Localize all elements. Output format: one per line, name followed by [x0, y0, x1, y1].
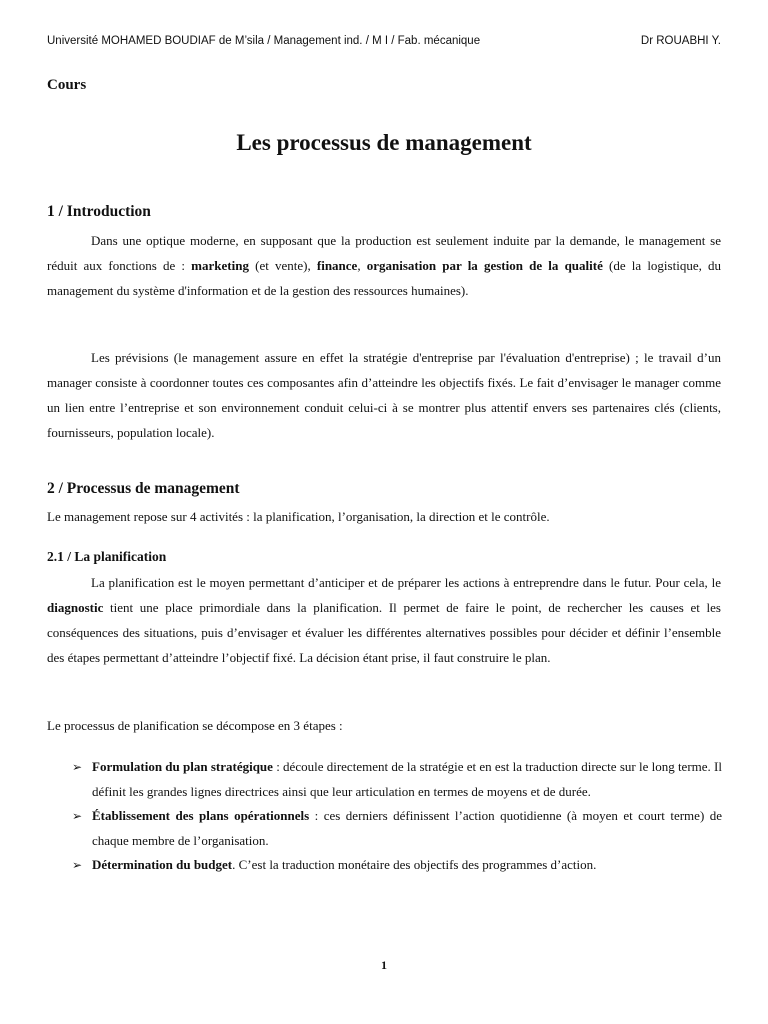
- text-run: (de la logistique, du management du système d'information et de la gestion des ressources humaines).: [47, 258, 722, 298]
- page-header: [47, 35, 721, 47]
- section-1-heading: 1 / Introduction: [47, 203, 151, 220]
- header-left-text: Université MOHAMED BOUDIAF de M’sila / Management ind. / M I / Fab. mécanique: [47, 35, 481, 47]
- bold-term: diagnostic: [47, 600, 104, 615]
- text-run: ,: [357, 258, 367, 273]
- text-run: tient une place primordiale dans la planification. Il permet de faire le point, de rechercher les causes et les conséquences des situations, puis d’envisager et évaluer les différentes alternatives possibles pour décider et définir l’ensemble des étapes permettant d’atteindre l’objectif fixé. La décision étant prise, il faut construire le plan.: [47, 600, 721, 665]
- list-item: [72, 804, 722, 853]
- steps-intro: Le processus de planification se décompose en 3 étapes :: [47, 718, 343, 733]
- header-author: Dr ROUABHI Y.: [640, 35, 721, 47]
- arrow-bullet-icon: ➢: [72, 809, 83, 823]
- step-term: Détermination du budget: [92, 857, 233, 872]
- text-run: La planification est le moyen permettant d’anticiper et de préparer les actions à entreprendre dans le futur. Pour cela, le: [91, 575, 721, 590]
- bold-term: finance: [316, 258, 358, 273]
- steps-list: [72, 755, 722, 878]
- bold-term: organisation par la gestion de la qualité: [366, 258, 603, 273]
- step-term: Formulation du plan stratégique: [92, 759, 273, 774]
- bold-term: marketing: [191, 258, 249, 273]
- document-label: Cours: [47, 77, 87, 93]
- arrow-bullet-icon: ➢: [72, 858, 83, 872]
- step-text: : ces derniers définissent l’action quotidienne (à moyen et court terme) de chaque membre de l’organisation.: [92, 808, 723, 848]
- section-2-intro: Le management repose sur 4 activités : la planification, l’organisation, la direction et le contrôle.: [47, 509, 550, 524]
- planning-paragraph: [47, 570, 721, 670]
- section-2-heading: 2 / Processus de management: [47, 480, 240, 497]
- step-term: Établissement des plans opérationnels: [92, 808, 310, 823]
- page-number: 1: [381, 958, 387, 972]
- text-run: (et vente),: [248, 258, 317, 273]
- list-item: [72, 853, 722, 878]
- intro-paragraph-1: [47, 228, 721, 303]
- intro-paragraph-2: Les prévisions (le management assure en effet la stratégie d'entreprise par l'évaluation d'entreprise) ; le travail d’un manager consiste à coordonner toutes ces composantes afin d’atteindre les objectifs fixés. Le fait d’envisager le manager comme un lien entre l’entreprise et son environnement conduit celui-ci à se montrer plus attentif envers ses partenaires clés (clients, fournisseurs, population locale).: [47, 350, 721, 440]
- arrow-bullet-icon: ➢: [72, 760, 83, 774]
- step-text: : découle directement de la stratégie et en est la traduction directe sur le long terme. Il définit les grandes lignes directrices ainsi que leur articulation en termes de moyens et de durée.: [92, 759, 722, 799]
- list-item: [72, 755, 722, 804]
- subsection-2-1-heading: 2.1 / La planification: [47, 549, 167, 564]
- page-title: Les processus de management: [236, 130, 532, 155]
- text-run: Dans une optique moderne, en supposant que la production est seulement induite par la demande, le management se réduit aux fonctions de :: [47, 233, 721, 273]
- step-text: . C’est la traduction monétaire des objectifs des programmes d’action.: [232, 857, 597, 872]
